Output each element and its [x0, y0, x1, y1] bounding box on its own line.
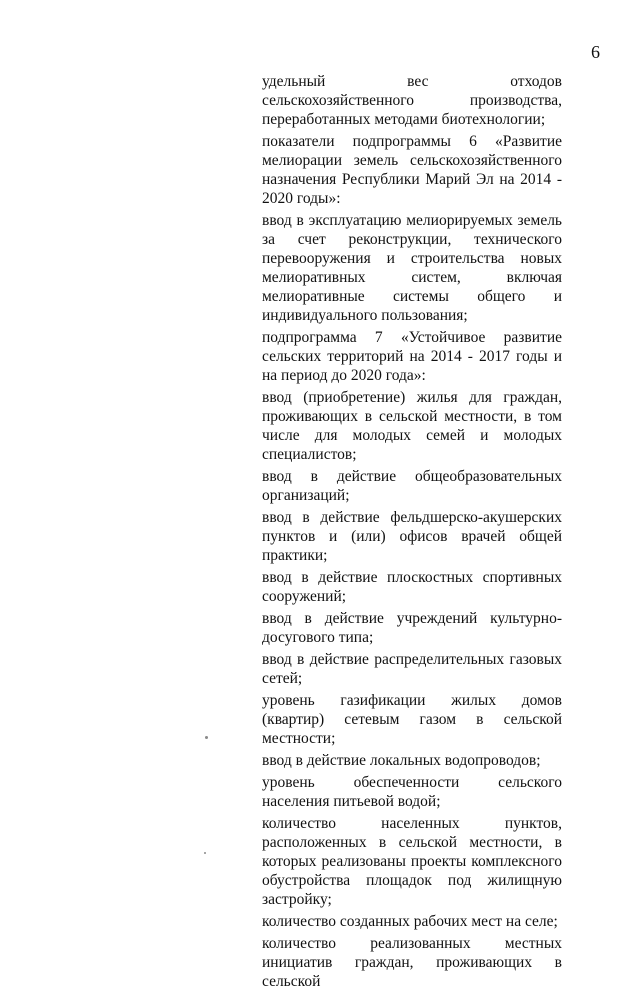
- paragraph-schools: ввод в действие общеобразовательных организаций;: [262, 468, 562, 504]
- paragraph-sports: ввод в действие плоскостных спортивных сооружений;: [262, 569, 562, 605]
- paragraph-culture: ввод в действие учреждений культурно-досугового типа;: [262, 610, 562, 646]
- paragraph-local-initiatives: количество реализованных местных инициатив граждан, проживающих в сельской: [262, 935, 562, 990]
- paragraph-gasification: уровень газификации жилых домов (квартир) сетевым газом в сельской местности;: [262, 692, 562, 747]
- paragraph-housing: ввод (приобретение) жилья для граждан, проживающих в сельской местности, в том числе для молодых семей и молодых специалистов;: [262, 389, 562, 463]
- paragraph-gas-networks: ввод в действие распределительных газовых сетей;: [262, 651, 562, 687]
- scan-speck-mark: [204, 852, 206, 854]
- paragraph-reclaimed-land: ввод в эксплуатацию мелиорируемых земель за счет реконструкции, технического перевооружения и строительства новых мелиоративных систем, включая мелиоративные системы общего и индивидуального пользования;: [262, 212, 562, 324]
- paragraph-medical-posts: ввод в действие фельдшерско-акушерских пунктов и (или) офисов врачей общей практики;: [262, 509, 562, 564]
- paragraph-water-pipes: ввод в действие локальных водопроводов;: [262, 752, 541, 769]
- paragraph-jobs: количество созданных рабочих мест на селе;: [262, 913, 558, 930]
- scan-speck-mark: [205, 736, 208, 739]
- page-number: 6: [591, 42, 600, 62]
- paragraph-biotech-waste: удельный вес отходов сельскохозяйственного производства, переработанных методами биотехнологии;: [262, 73, 562, 128]
- paragraph-subprogram-7-header: подпрограмма 7 «Устойчивое развитие сельских территорий на 2014 - 2017 годы и на период до 2020 года»:: [262, 329, 562, 384]
- paragraph-settlements: количество населенных пунктов, расположенных в сельской местности, в которых реализованы проекты комплексного обустройства площадок под жилищную застройку;: [262, 815, 562, 908]
- paragraph-drinking-water: уровень обеспеченности сельского населения питьевой водой;: [262, 774, 562, 810]
- document-body: [262, 72, 562, 994]
- paragraph-subprogram-6-header: показатели подпрограммы 6 «Развитие мелиорации земель сельскохозяйственного назначения Республики Марий Эл на 2014 - 2020 годы»:: [262, 133, 562, 207]
